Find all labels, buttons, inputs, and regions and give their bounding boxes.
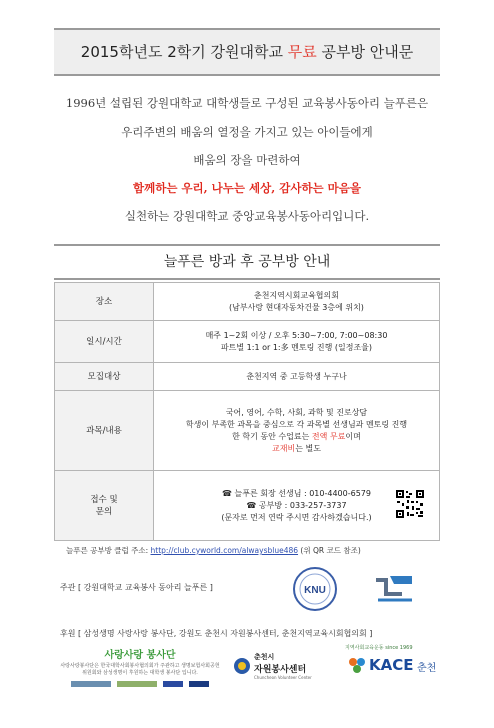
target-value: 춘천지역 중 고등학생 누구나 xyxy=(154,363,440,391)
page-title xyxy=(54,28,440,76)
title-prefix: 2015학년도 2학기 강원대학교 xyxy=(80,43,288,61)
contact-label xyxy=(55,471,154,541)
club-note xyxy=(66,545,361,556)
intro-line-1: 1996년 설립된 강원대학교 대학생들로 구성된 교육봉사동아리 늘푸른은 xyxy=(65,96,429,110)
info-table xyxy=(54,282,440,541)
samsung-logo-title: 사랑사랑 봉사단 xyxy=(104,650,176,661)
kace-mark-icon xyxy=(347,656,367,674)
subject-line-3a: 한 학기 동안 수업료는 xyxy=(232,431,312,441)
place-line-1: 춘천지역시회교육협의회 xyxy=(253,290,339,300)
kace-small-text: 지역사회교육운동 since 1969 xyxy=(345,645,413,651)
place-line-2: (남부사랑 현대자동차건물 3층에 위치) xyxy=(229,302,364,312)
title-free: 무료 xyxy=(287,43,317,61)
subject-label: 과목/내용 xyxy=(55,391,154,471)
sponsor-mini-logo xyxy=(189,681,209,687)
chuncheon-line-1: 춘천시 xyxy=(254,653,275,661)
club-logo-icon xyxy=(372,572,416,606)
kace-logo xyxy=(345,644,445,690)
samsung-logo-desc: 사랑사랑봉사단은 한국대학사회봉사협의회가 주관하고 생명보험사회공헌위원회와 삼성생명이 후원하는 대학생 봉사단 입니다. xyxy=(60,663,220,676)
intro-line-3: 배움의 장을 마련하여 xyxy=(193,153,301,167)
intro-line-2: 우리주변의 배움의 열정을 가지고 있는 아이들에게 xyxy=(121,125,373,139)
time-line-2: 파트별 1:1 or 1:多 멘토링 진행 (일정조율) xyxy=(220,342,373,352)
chuncheon-en: Chuncheon Volunteer Center xyxy=(254,675,312,680)
club-note-suffix: (위 QR 코드 참조) xyxy=(298,546,361,555)
subject-value xyxy=(154,391,440,471)
section-subtitle: 늘푸른 방과 후 공부방 안내 xyxy=(54,244,440,280)
place-label: 장소 xyxy=(55,283,154,321)
intro-line-5: 실천하는 강원대학교 중앙교육봉사동아리입니다. xyxy=(124,209,370,223)
samsung-volunteer-logo xyxy=(60,646,220,694)
sponsor-mini-logo xyxy=(163,681,183,687)
sponsor-mini-logo xyxy=(71,681,111,687)
contact-label-2: 문의 xyxy=(95,506,113,517)
subject-line-1: 국어, 영어, 수학, 사회, 과학 및 진로상담 xyxy=(225,407,368,417)
sponsor-text: 후원 [ 삼성생명 사랑사랑 봉사단, 강원도 춘천시 자원봉사센터, 춘천지역교육시회협의회 ] xyxy=(60,629,373,638)
subject-line-3 xyxy=(155,431,438,443)
contact-line-3: (문자로 먼저 연락 주시면 감사하겠습니다.) xyxy=(221,512,372,522)
kace-city: 춘천 xyxy=(417,663,437,674)
subject-line-4b: 는 별도 xyxy=(295,443,321,453)
intro-line-4: 함께하는 우리, 나누는 세상, 감사하는 마음을 xyxy=(133,181,361,195)
subject-free-text: 전액 무료 xyxy=(311,431,346,441)
table-row-time xyxy=(55,321,440,363)
knu-logo-text: KNU xyxy=(304,585,326,596)
subject-line-4 xyxy=(155,443,438,455)
time-line-1: 매주 1~2회 이상 / 오후 5:30~7:00, 7:00~08:30 xyxy=(205,330,388,340)
place-value xyxy=(154,283,440,321)
sponsor-mini-logo xyxy=(117,681,157,687)
samsung-logo-strip xyxy=(60,681,220,687)
table-row-contact xyxy=(55,471,440,541)
volunteer-center-icon xyxy=(232,656,252,676)
contact-line-2: ☎ 공부방 : 033-257-3737 xyxy=(246,500,347,510)
kace-name: KACE xyxy=(369,656,414,674)
subject-line-3c: 이며 xyxy=(345,431,361,441)
chuncheon-volunteer-center-logo xyxy=(232,650,322,690)
contact-label-1: 접수 및 xyxy=(90,494,118,505)
table-row-subject xyxy=(55,391,440,471)
chuncheon-line-2: 자원봉사센터 xyxy=(254,665,307,675)
time-value xyxy=(154,321,440,363)
target-label: 모집대상 xyxy=(55,363,154,391)
title-suffix: 공부방 안내문 xyxy=(316,43,414,61)
time-label: 일시/시간 xyxy=(55,321,154,363)
table-row-target xyxy=(55,363,440,391)
contact-value xyxy=(154,471,440,541)
club-note-prefix: 늘푸른 공부방 클럽 주소: xyxy=(66,546,151,555)
subject-line-2: 학생이 부족한 과목을 중심으로 각 과목별 선생님과 멘토링 진행 xyxy=(185,419,408,429)
knu-logo xyxy=(292,566,338,612)
organizer-text: 주관 [ 강원대학교 교육봉사 동아리 늘푸른 ] xyxy=(60,583,213,592)
subject-textbook-text: 교재비 xyxy=(272,443,296,453)
contact-line-1: ☎ 늘푸른 회장 선생님 : 010-4400-6579 xyxy=(222,488,371,498)
club-url-link[interactable]: http://club.cyworld.com/alwaysblue486 xyxy=(150,546,299,555)
table-row-place xyxy=(55,283,440,321)
qr-code-icon[interactable] xyxy=(395,489,425,519)
